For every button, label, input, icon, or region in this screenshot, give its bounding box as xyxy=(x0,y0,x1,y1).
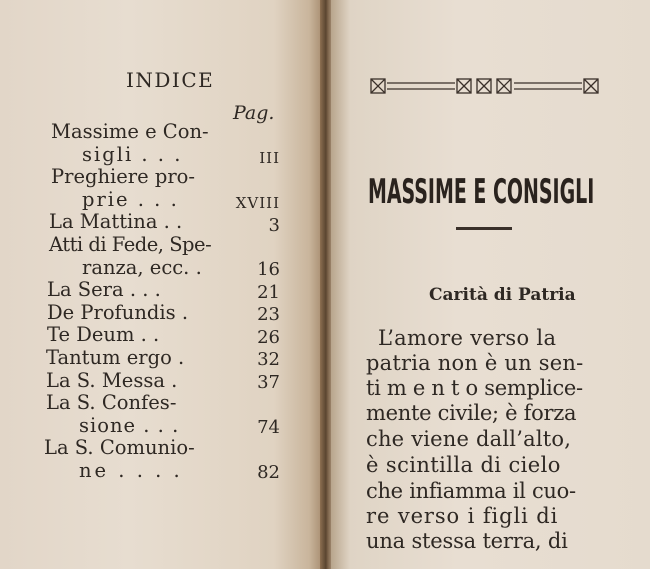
index-entry-line: La Mattina . . xyxy=(49,210,183,233)
body-text-line: ti m e n t o semplice- xyxy=(366,376,583,400)
page-number: 37 xyxy=(257,372,280,393)
page-number: 21 xyxy=(257,282,280,303)
chapter-title: MASSIME E CONSIGLI xyxy=(368,172,595,212)
body-text-line: una stessa terra, di xyxy=(366,529,568,553)
body-text-line: mente civile; è forza xyxy=(366,401,577,425)
index-entry-line: Te Deum . . xyxy=(47,323,160,346)
index-entry-line: ne . . . . xyxy=(79,459,183,482)
page-number: XVIII xyxy=(235,194,280,212)
index-entry-line: La Sera . . . xyxy=(47,278,161,301)
left-page xyxy=(0,0,322,569)
page-number: 3 xyxy=(268,215,280,236)
index-entry-line: ranza, ecc. . xyxy=(82,256,202,279)
body-text-line: che infiamma il cuo- xyxy=(366,479,576,503)
index-entry-line: La S. Comunio- xyxy=(44,436,195,459)
section-title: Carità di Patria xyxy=(429,285,576,305)
body-text-line: L’amore verso la xyxy=(378,326,557,350)
index-entry-line: Atti di Fede, Spe- xyxy=(49,233,212,256)
page-column-label: Pag. xyxy=(233,102,275,124)
page-number: 32 xyxy=(257,349,280,370)
title-rule xyxy=(456,227,512,230)
page-number: 82 xyxy=(257,462,280,483)
index-entry-line: Massime e Con- xyxy=(51,120,209,143)
body-text-line: re verso i figli di xyxy=(366,504,559,528)
index-entry-line: La S. Messa . xyxy=(46,369,178,392)
page-number: 23 xyxy=(257,304,280,325)
ornament-divider-icon xyxy=(369,76,600,96)
index-title: INDICE xyxy=(126,68,215,92)
index-entry-line: De Profundis . xyxy=(47,301,189,324)
index-entry-line: Tantum ergo . xyxy=(46,346,185,369)
index-entry-line: Preghiere pro- xyxy=(51,165,195,188)
body-text-line: patria non è un sen- xyxy=(366,351,584,375)
page-number: 26 xyxy=(257,327,280,348)
page-number: III xyxy=(259,149,280,167)
index-entry-line: sione . . . xyxy=(79,414,180,437)
index-entry-line: La S. Confes- xyxy=(46,391,177,414)
index-entry-line: prie . . . xyxy=(82,188,179,211)
page-number: 74 xyxy=(257,417,280,438)
body-text-line: che viene dall’alto, xyxy=(366,427,572,451)
page-number: 16 xyxy=(257,259,280,280)
body-text-line: è scintilla di cielo xyxy=(366,453,561,477)
index-entry-line: sigli . . . xyxy=(82,143,183,166)
